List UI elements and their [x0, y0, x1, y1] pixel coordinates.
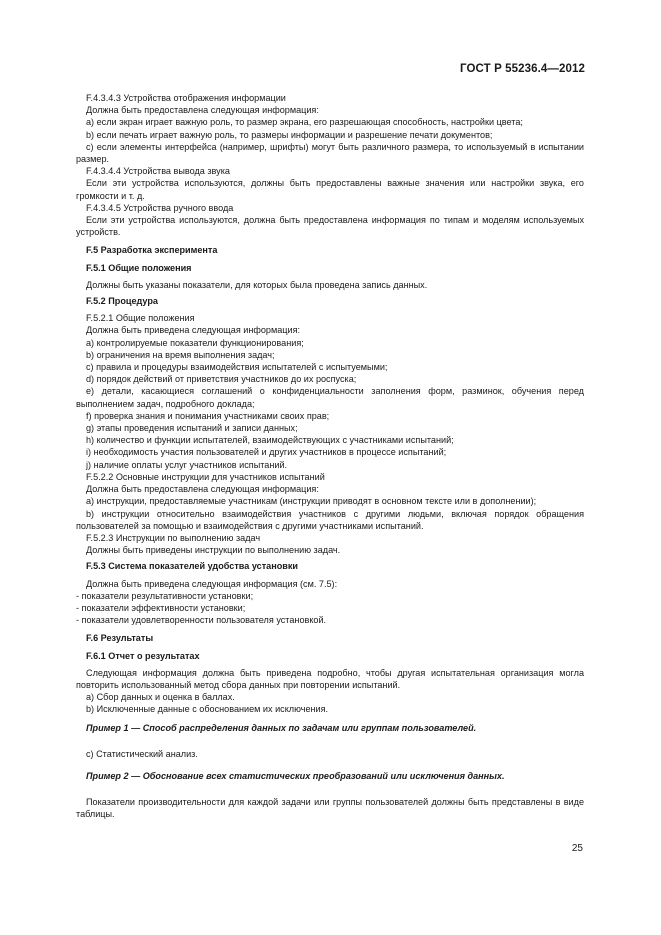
list-item: b) ограничения на время выполнения задач;: [86, 349, 275, 360]
section-heading: F.6 Результаты: [86, 633, 154, 644]
section-heading: F.5.2 Процедура: [86, 296, 158, 307]
paragraph: Должна быть приведена следующая информация:: [86, 325, 301, 336]
list-item: a) Сбор данных и оценка в баллах.: [86, 692, 235, 703]
list-item: d) порядок действий от приветствия участников до их роспуска;: [86, 374, 357, 385]
paragraph: Показатели производительности для каждой задачи или группы пользователей должны быть представлены в виде таблицы.: [76, 797, 584, 820]
section-heading: F.5.3 Система показателей удобства установки: [86, 561, 299, 572]
list-item: h) количество и функции испытателей, взаимодействующих с участниками испытаний;: [86, 435, 454, 446]
list-item: a) контролируемые показатели функционирования;: [86, 337, 304, 348]
paragraph: Следующая информация должна быть приведена подробно, чтобы другая испытательная организация могла повторить использованный метод сбора данных при повторении испытаний.: [76, 667, 584, 690]
section-title: F.5.2.1 Общие положения: [86, 313, 195, 324]
list-item: - показатели удовлетворенности пользователя установкой.: [76, 615, 327, 626]
paragraph: Должна быть предоставлена следующая информация:: [86, 484, 319, 495]
list-item: i) необходимость участия пользователей и других участников в процессе испытаний;: [86, 447, 447, 458]
document-body: [76, 92, 584, 821]
list-item: a) если экран играет важную роль, то размер экрана, его разрешающая способность, настройки цвета;: [86, 117, 523, 128]
page-number: 25: [571, 843, 583, 854]
list-item: - показатели результативности установки;: [76, 590, 254, 601]
section-title: F.5.2.2 Основные инструкции для участников испытаний: [86, 471, 325, 482]
list-item: f) проверка знания и понимания участниками своих прав;: [86, 410, 330, 421]
section-title: F.4.3.4.5 Устройства ручного ввода: [86, 202, 234, 213]
list-item: e) детали, касающиеся соглашений о конфиденциальности заполнения форм, разминок, обучения перед выполнением задач, подробного доклада;: [76, 386, 584, 409]
section-heading: F.5.1 Общие положения: [86, 262, 192, 273]
example-note: Пример 1 — Способ распределения данных по задачам или группам пользователей.: [86, 722, 477, 733]
section-heading: F.6.1 Отчет о результатах: [86, 650, 200, 661]
paragraph: Если эти устройства используются, должна быть предоставлена информация по типам и моделям используемых устройств.: [76, 215, 584, 238]
section-title: F.5.2.3 Инструкции по выполнению задач: [86, 532, 261, 543]
list-item: b) Исключенные данные с обоснованием их исключения.: [86, 704, 329, 715]
paragraph: Если эти устройства используются, должны быть предоставлены важные значения или настройки звука, его громкости и т. д.: [76, 178, 584, 201]
list-item: b) если печать играет важную роль, то размеры информации и разрешение печати документов;: [86, 129, 493, 140]
document-id: ГОСТ Р 55236.4—2012: [460, 63, 585, 75]
list-item: - показатели эффективности установки;: [76, 602, 246, 613]
paragraph: Должны быть указаны показатели, для которых была проведена запись данных.: [86, 279, 428, 290]
section-title: F.4.3.4.4 Устройства вывода звука: [86, 166, 230, 177]
list-item: c) правила и процедуры взаимодействия испытателей с испытуемыми;: [86, 362, 388, 373]
list-item: g) этапы проведения испытаний и записи данных;: [86, 423, 298, 434]
list-item: j) наличие оплаты услуг участников испытаний.: [86, 459, 288, 470]
example-note: Пример 2 — Обоснование всех статистических преобразований или исключения данных.: [86, 770, 505, 781]
list-item: b) инструкции относительно взаимодействия участников с другими людьми, включая порядок обращения пользователей за помощью и взаимодействия с другими участниками испытаний.: [76, 508, 584, 531]
paragraph: Должна быть приведена следующая информация (см. 7.5):: [86, 578, 338, 589]
list-item: c) Статистический анализ.: [86, 748, 198, 759]
paragraph: Должна быть предоставлена следующая информация:: [86, 105, 319, 116]
section-heading: F.5 Разработка эксперимента: [86, 245, 218, 256]
section-title: F.4.3.4.3 Устройства отображения информации: [86, 93, 286, 103]
list-item: a) инструкции, предоставляемые участникам (инструкции приводят в основном тексте или в дополнении);: [86, 496, 537, 507]
list-item: c) если элементы интерфейса (например, шрифты) могут быть различного размера, то используемый в испытании размер.: [76, 141, 584, 165]
paragraph: Должны быть приведены инструкции по выполнению задач.: [86, 545, 341, 556]
